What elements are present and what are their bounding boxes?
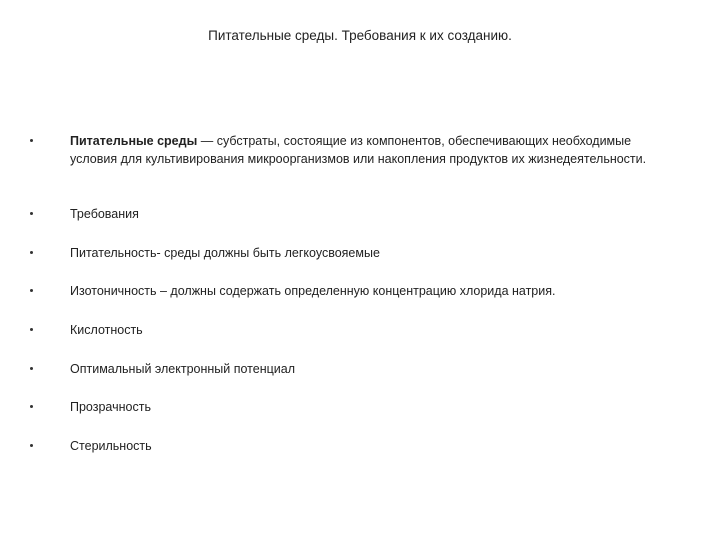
slide-title: Питательные среды. Требования к их созданию. <box>208 28 512 43</box>
bullet-text: Оптимальный электронный потенциал <box>70 362 295 376</box>
definition-text <box>70 132 680 168</box>
bullet-text: Изотоничность – должны содержать определенную концентрацию хлорида натрия. <box>70 284 556 298</box>
bullet-dot-icon <box>30 405 33 408</box>
definition-term: Питательные среды <box>70 134 198 148</box>
bullet-dot-icon <box>30 212 33 215</box>
bullet-dot-icon <box>30 367 33 370</box>
bullet-dot-icon <box>30 289 33 292</box>
bullet-text: Кислотность <box>70 323 143 337</box>
bullet-text: Требования <box>70 207 139 221</box>
definition-body: — субстраты, состоящие из компонентов, обеспечивающих необходимые условия для культивирования микроорганизмов или накопления продуктов их жизнедеятельности. <box>70 134 647 166</box>
bullet-text: Прозрачность <box>70 400 151 414</box>
bullet-text: Стерильность <box>70 439 152 453</box>
bullet-dot-icon <box>30 251 33 254</box>
bullet-dot-icon <box>30 444 33 447</box>
bullet-text: Питательность- среды должны быть легкоусвояемые <box>70 246 380 260</box>
bullet-dot-icon <box>30 139 33 142</box>
bullet-dot-icon <box>30 328 33 331</box>
